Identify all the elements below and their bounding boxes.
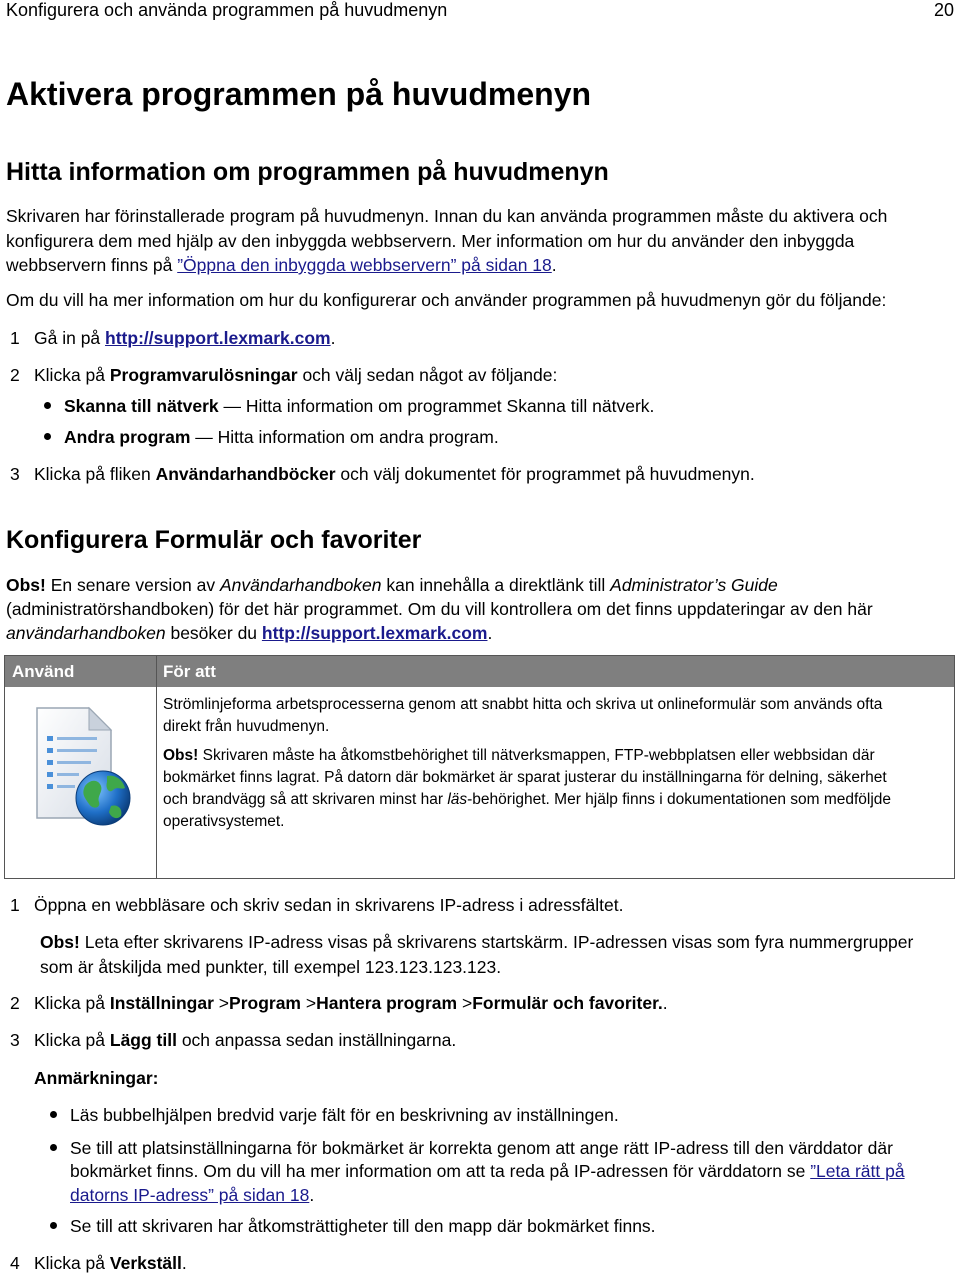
support-link[interactable]: http://support.lexmark.com bbox=[261, 623, 488, 643]
list-item: Läs bubbelhjälpen bredvid varje fält för en beskrivning av inställningen. bbox=[70, 1105, 619, 1125]
note-label: Obs! bbox=[40, 932, 80, 952]
paragraph-line: Skrivaren har förinstallerade program på huvudmenyn. Innan du kan använda programmen måste du aktivera och bbox=[6, 206, 888, 226]
step-number: 3 bbox=[10, 1030, 20, 1050]
note-label: Obs! bbox=[6, 575, 46, 595]
text: och välj sedan något av följande: bbox=[297, 365, 558, 385]
text: och välj dokumentet för programmet på huvudmenyn. bbox=[335, 464, 755, 484]
text: En senare version av bbox=[45, 575, 220, 595]
text: . bbox=[309, 1185, 315, 1205]
table-cell-line: operativsystemet. bbox=[163, 813, 285, 830]
text: Klicka på bbox=[34, 993, 110, 1013]
step-text bbox=[34, 1251, 187, 1275]
note-line bbox=[6, 573, 778, 597]
text: . bbox=[551, 255, 557, 275]
step-number: 2 bbox=[10, 993, 20, 1013]
document-globe-icon bbox=[27, 706, 137, 841]
bullet-icon bbox=[44, 402, 51, 409]
table-cell-line: Strömlinjeforma arbetsprocesserna genom att snabbt hitta och skriva ut onlineformulär som används ofta bbox=[163, 696, 883, 713]
cross-reference-link[interactable]: ”Leta rätt på bbox=[810, 1161, 905, 1181]
text: > bbox=[300, 993, 317, 1013]
column-header: Använd bbox=[12, 662, 75, 681]
text-italic: läs bbox=[447, 791, 468, 808]
running-header: Konfigurera och använda programmen på huvudmenyn bbox=[6, 0, 448, 20]
text: och anpassa sedan inställningarna. bbox=[176, 1030, 457, 1050]
text: Klicka på bbox=[34, 365, 110, 385]
bullet-icon bbox=[50, 1111, 57, 1118]
text: — Hitta information om andra program. bbox=[190, 427, 499, 447]
text: > bbox=[457, 993, 473, 1013]
section-heading: Hitta information om programmen på huvudmenyn bbox=[6, 158, 609, 186]
step-number: 1 bbox=[10, 895, 20, 915]
text-italic: Administrator’s Guide bbox=[610, 575, 778, 595]
text-bold: Hantera program bbox=[316, 993, 458, 1013]
page-title: Aktivera programmen på huvudmenyn bbox=[6, 76, 592, 112]
list-item bbox=[64, 394, 654, 418]
step-number: 3 bbox=[10, 464, 20, 484]
text: bokmärket finns. Om du vill ha mer information om att ta reda på IP-adressen för värddatorn se bbox=[70, 1161, 811, 1181]
step-number: 4 bbox=[10, 1253, 20, 1273]
text: webbservern finns på bbox=[6, 255, 178, 275]
info-table bbox=[4, 655, 955, 879]
note-label: Obs! bbox=[163, 747, 199, 764]
bullet-icon bbox=[44, 433, 51, 440]
list-item: Se till att skrivaren har åtkomsträttigheter till den mapp där bokmärket finns. bbox=[70, 1216, 656, 1236]
table-header bbox=[5, 656, 954, 687]
text: . bbox=[330, 328, 336, 348]
cross-reference-link[interactable]: ”Öppna den inbyggda webbservern” på sidan 18 bbox=[177, 255, 552, 275]
text-bold: Programvarulösningar bbox=[109, 365, 298, 385]
text-bold: Skanna till nätverk bbox=[64, 396, 219, 416]
text-bold: Formulär och favoriter. bbox=[472, 993, 663, 1013]
text-bold: Inställningar bbox=[109, 993, 214, 1013]
text: Gå in på bbox=[34, 328, 106, 348]
text: Klicka på bbox=[34, 1253, 110, 1273]
text-bold: Andra program bbox=[64, 427, 191, 447]
list-item bbox=[64, 425, 499, 449]
text: kan innehålla a direktlänk till bbox=[381, 575, 611, 595]
table-cell-line bbox=[163, 789, 891, 811]
step-text bbox=[34, 1028, 456, 1052]
paragraph-line: konfigurera dem med hjälp av den inbyggda webbservern. Mer information om hur du använder den inbyggda bbox=[6, 231, 855, 251]
section-heading: Konfigurera Formulär och favoriter bbox=[6, 526, 422, 554]
text-bold: Verkställ bbox=[109, 1253, 182, 1273]
text: . bbox=[662, 993, 668, 1013]
text: > bbox=[213, 993, 230, 1013]
note-line: som är åtskiljda med punkter, till exempel 123.123.123.123. bbox=[40, 957, 502, 977]
bullet-icon bbox=[50, 1144, 57, 1151]
text-italic: användarhandboken bbox=[6, 623, 166, 643]
table-cell-line bbox=[163, 745, 875, 767]
text: Skrivaren måste ha åtkomstbehörighet till nätverksmappen, FTP-webbplatsen eller webbsidan där bbox=[198, 747, 875, 764]
note-line: (administratörshandboken) för det här programmet. Om du vill kontrollera om det finns uppdateringar av den här bbox=[6, 599, 873, 619]
paragraph: Om du vill ha mer information om hur du konfigurerar och använder programmen på huvudmenyn gör du följande: bbox=[6, 290, 887, 310]
step-text bbox=[34, 326, 336, 350]
text: och brandvägg så att skrivaren minst har bbox=[163, 791, 448, 808]
table-cell-line: bokmärket finns lagrat. På datorn där bokmärket är sparat justerar du inställningarna för delning, säkerhet bbox=[163, 769, 887, 786]
list-item bbox=[70, 1159, 905, 1183]
text-bold: Användarhandböcker bbox=[155, 464, 336, 484]
text: Klicka på bbox=[34, 1030, 110, 1050]
text: besöker du bbox=[165, 623, 262, 643]
note-line bbox=[40, 930, 913, 954]
text-bold: Program bbox=[229, 993, 301, 1013]
text: — Hitta information om programmet Skanna till nätverk. bbox=[218, 396, 655, 416]
column-header: För att bbox=[163, 662, 216, 681]
text: . bbox=[181, 1253, 187, 1273]
notes-heading: Anmärkningar: bbox=[34, 1068, 159, 1088]
column-divider bbox=[156, 656, 157, 878]
text: Klicka på fliken bbox=[34, 464, 156, 484]
text-italic: Användarhandboken bbox=[220, 575, 382, 595]
paragraph-line bbox=[6, 253, 557, 277]
step-text bbox=[34, 363, 557, 387]
page-number: 20 bbox=[933, 0, 954, 20]
text: -behörighet. Mer hjälp finns i dokumentationen som medföljde bbox=[467, 791, 892, 808]
note-line bbox=[6, 621, 492, 645]
text-bold: Lägg till bbox=[109, 1030, 177, 1050]
table-cell-line: direkt från huvudmenyn. bbox=[163, 718, 330, 735]
step-text bbox=[34, 462, 755, 486]
text: . bbox=[487, 623, 493, 643]
step-number: 1 bbox=[10, 328, 20, 348]
step-text bbox=[34, 991, 668, 1015]
list-item: Se till att platsinställningarna för bokmärket är korrekta genom att ange rätt IP-adress till den värddator där bbox=[70, 1138, 893, 1158]
support-link[interactable]: http://support.lexmark.com bbox=[105, 328, 331, 348]
text: Leta efter skrivarens IP-adress visas på skrivarens startskärm. IP-adressen visas som fyra nummergrupper bbox=[79, 932, 914, 952]
cross-reference-link[interactable]: datorns IP-adress” på sidan 18 bbox=[70, 1185, 310, 1205]
step-text: Öppna en webbläsare och skriv sedan in skrivarens IP-adress i adressfältet. bbox=[34, 895, 624, 915]
step-number: 2 bbox=[10, 365, 20, 385]
bullet-icon bbox=[50, 1222, 57, 1229]
list-item bbox=[70, 1183, 314, 1207]
